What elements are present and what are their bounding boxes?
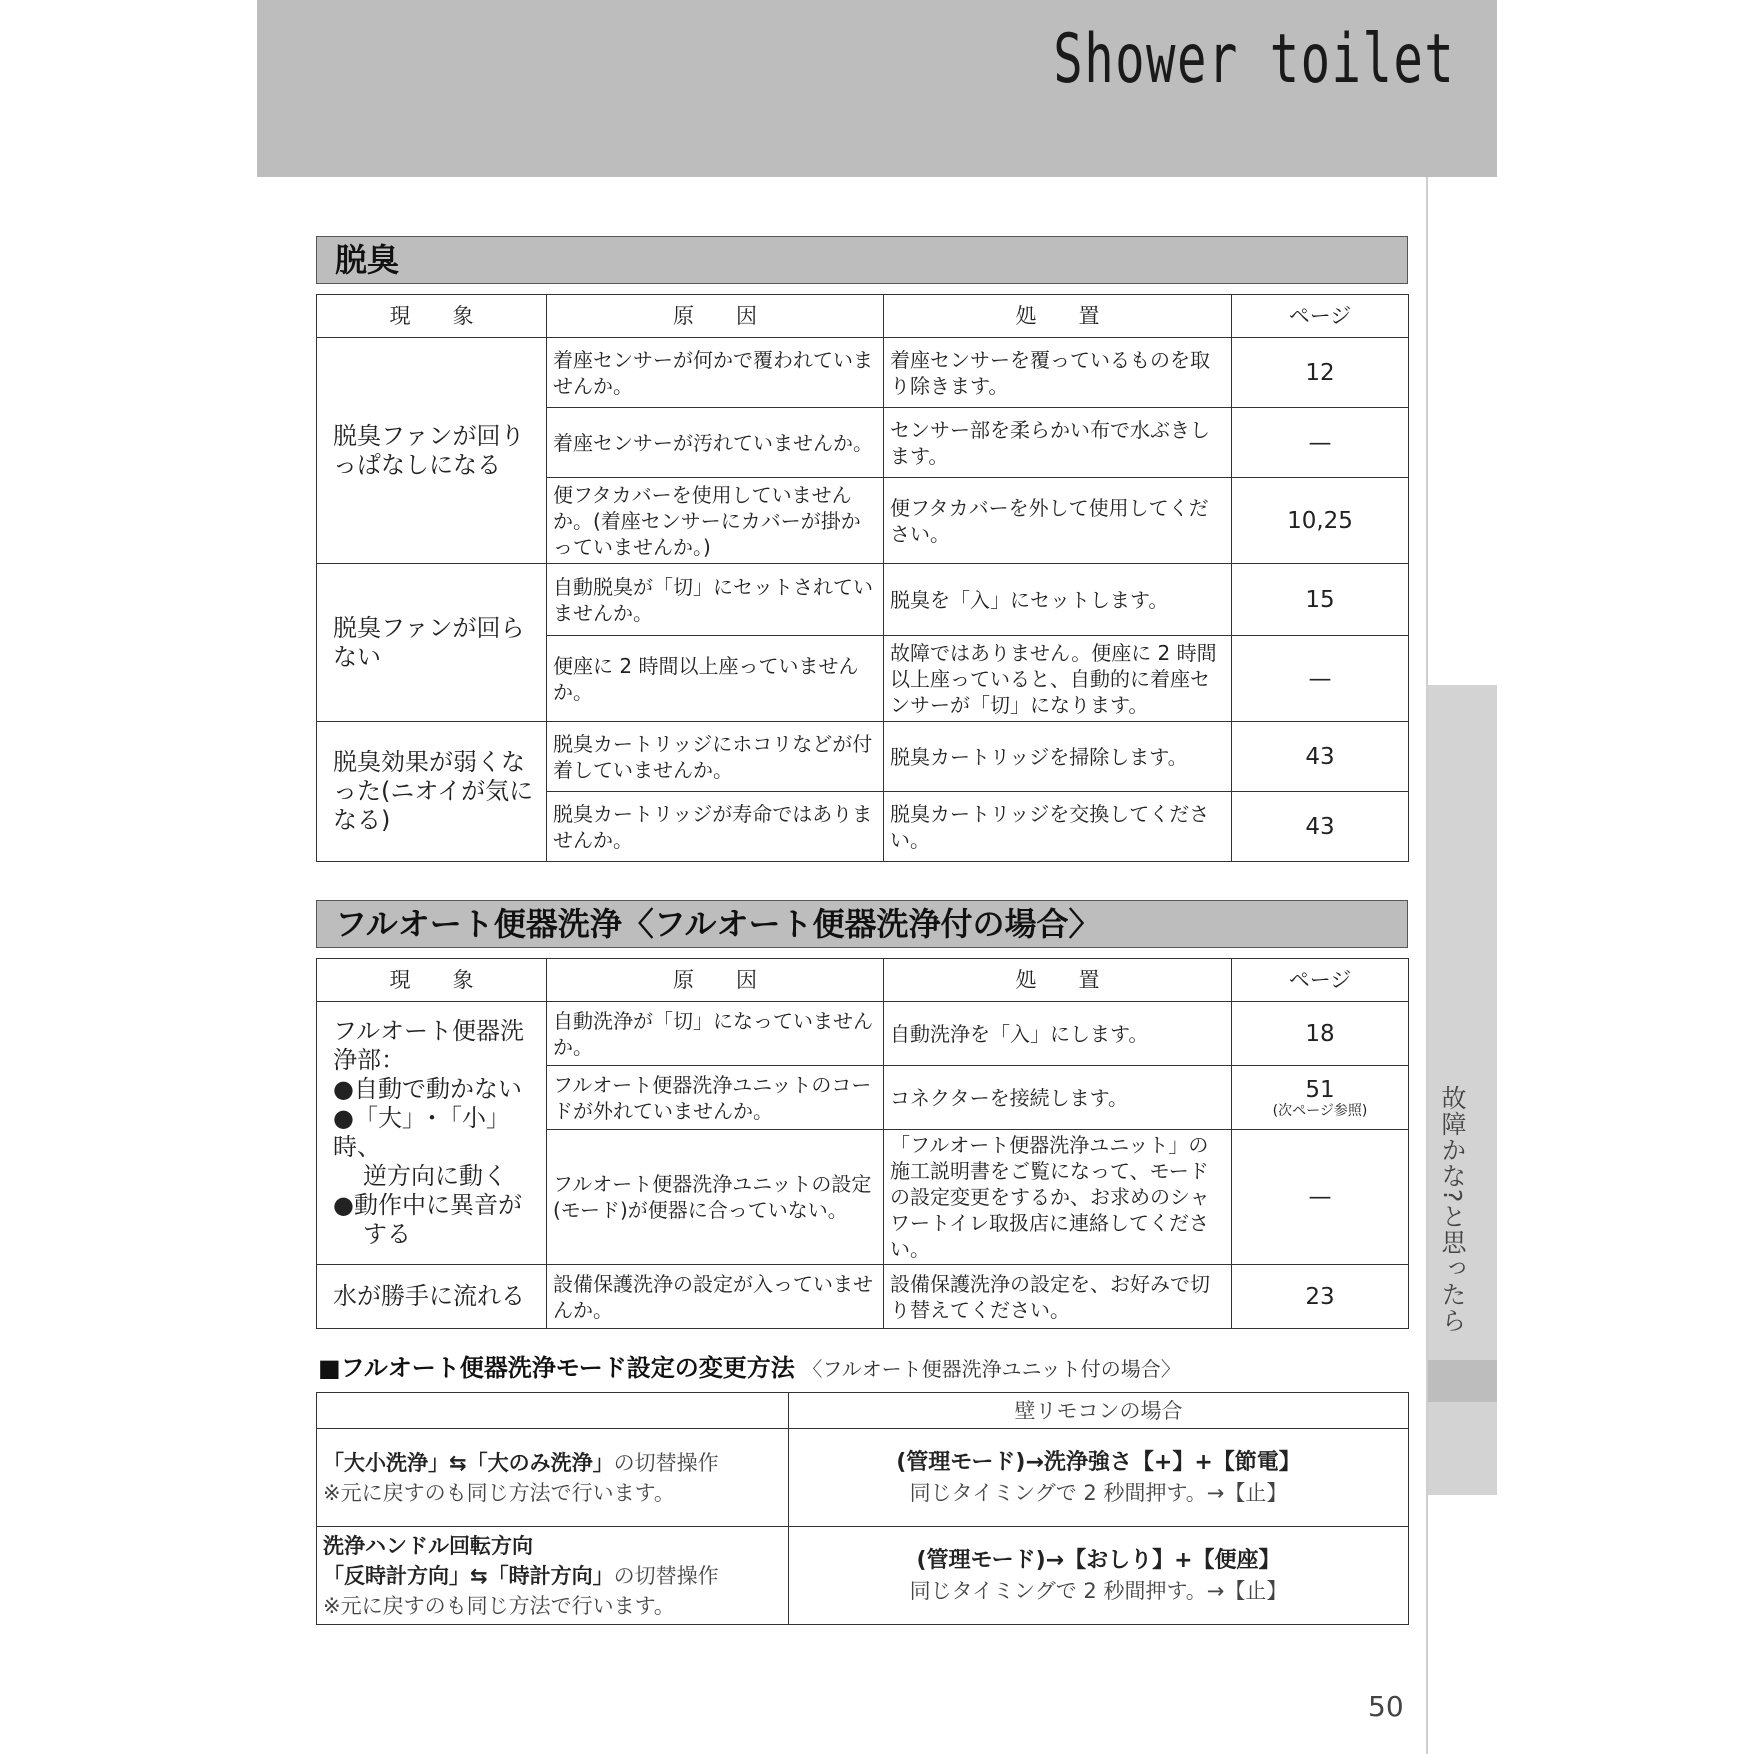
action-cell: 着座センサーを覆っているものを取り除きます。 [884,338,1232,408]
bullet-item: ●自動で動かない [333,1075,522,1103]
cause-cell: 自動洗浄が「切」になっていませんか。 [547,1002,884,1066]
mode-change-title: ■フルオート便器洗浄モード設定の変更方法 [318,1354,795,1382]
column-header: 現 象 [317,959,547,1002]
table-row [317,1527,1409,1625]
switch-label: 「反時計方向」⇆「時計方向」 [323,1563,614,1588]
column-header: 処 置 [884,295,1232,338]
column-header: ページ [1232,959,1409,1002]
page-cell: 43 [1232,792,1409,862]
section-title-auto-flush: フルオート便器洗浄〈フルオート便器洗浄付の場合〉 [316,900,1408,948]
remote-operation [789,1429,1409,1527]
column-header: ページ [1232,295,1409,338]
table-row [317,722,1409,792]
operation-steps: (管理モード)→洗浄強さ【+】+【節電】 [896,1450,1301,1475]
table-row [317,338,1409,408]
page-cell: 23 [1232,1265,1409,1329]
mode-change-table [316,1392,1409,1625]
bullet-item: 逆方向に動く [363,1162,507,1190]
note-text: ※元に戻すのも同じ方法で行います。 [323,1593,675,1618]
table-row [317,1002,1409,1066]
table-row [317,564,1409,636]
page-cell: 18 [1232,1002,1409,1066]
empty-header-cell [317,1393,789,1429]
bullet-item: ●「大」･「小」時、 [333,1104,510,1161]
auto-flush-table [316,958,1409,1329]
table-header-row [317,1393,1409,1429]
column-header: 原 因 [547,295,884,338]
cause-cell: 着座センサーが何かで覆われていませんか。 [547,338,884,408]
operation-timing: 同じタイミングで 2 秒間押す。→【止】 [909,1579,1288,1603]
operation-steps: (管理モード)→【おしり】+【便座】 [916,1548,1281,1573]
page-cell: — [1232,636,1409,722]
switch-label: 「大小洗浄」⇆「大のみ洗浄」 [323,1450,614,1475]
mode-change-heading [318,1348,1181,1383]
cause-cell: フルオート便器洗浄ユニットの設定(モード)が便器に合っていない。 [547,1130,884,1265]
operation-description [317,1527,789,1625]
page-cell [1232,1066,1409,1130]
table-header-row [317,295,1409,338]
column-header: 原 因 [547,959,884,1002]
cause-cell: 脱臭カートリッジにホコリなどが付着していませんか。 [547,722,884,792]
mode-change-note: 〈フルオート便器洗浄ユニット付の場合〉 [802,1357,1181,1381]
action-cell: 故障ではありません。便座に 2 時間以上座っていると、自動的に着座センサーが「切」になります。 [884,636,1232,722]
action-cell: 自動洗浄を「入」にします。 [884,1002,1232,1066]
deodorize-table [316,294,1409,862]
section-title-deodorize: 脱臭 [316,236,1408,284]
header-band [257,0,1497,177]
page-number: 50 [1368,1690,1404,1723]
phenomenon-cell [317,1002,547,1265]
cause-cell: 着座センサーが汚れていませんか。 [547,408,884,478]
action-cell: 「フルオート便器洗浄ユニット」の施工説明書をご覧になって、モードの設定変更をするか、お求めのシャワートイレ取扱店に連絡してください。 [884,1130,1232,1265]
column-header: 処 置 [884,959,1232,1002]
action-cell: 脱臭を「入」にセットします。 [884,564,1232,636]
cause-cell: 設備保護洗浄の設定が入っていませんか。 [547,1265,884,1329]
cause-cell: 便フタカバーを使用していませんか。(着座センサーにカバーが掛かっていませんか。) [547,478,884,564]
phenomenon-cell: 脱臭効果が弱くなった(ニオイが気になる) [317,722,547,862]
page-cell: — [1232,408,1409,478]
table-header-row [317,959,1409,1002]
page-cell: 12 [1232,338,1409,408]
switch-label-suffix: の切替操作 [613,1563,719,1588]
page-number-value: 51 [1305,1076,1335,1103]
cause-cell: フルオート便器洗浄ユニットのコードが外れていませんか。 [547,1066,884,1130]
action-cell: 設備保護洗浄の設定を、お好みで切り替えてください。 [884,1265,1232,1329]
action-cell: 脱臭カートリッジを交換してください。 [884,792,1232,862]
operation-timing: 同じタイミングで 2 秒間押す。→【止】 [909,1481,1288,1505]
action-cell: 脱臭カートリッジを掃除します。 [884,722,1232,792]
bullet-item: ●動作中に異音が [333,1191,522,1219]
brand-logo: Shower toilet [1053,20,1455,99]
page-cell: 10,25 [1232,478,1409,564]
page-cell: 43 [1232,722,1409,792]
phenomenon-cell: 脱臭ファンが回らない [317,564,547,722]
side-tab-marker [1428,1360,1497,1402]
table-row [317,1265,1409,1329]
page-cell: 15 [1232,564,1409,636]
phenomenon-cell: 水が勝手に流れる [317,1265,547,1329]
page-note: (次ページ参照) [1272,1102,1368,1119]
action-cell: 便フタカバーを外して使用してください。 [884,478,1232,564]
phenomenon-cell: 脱臭ファンが回りっぱなしになる [317,338,547,564]
switch-title: 洗浄ハンドル回転方向 [323,1533,533,1558]
side-tab-label: 故障かな?と思ったら [1438,1085,1467,1334]
note-text: ※元に戻すのも同じ方法で行います。 [323,1480,675,1505]
bullet-item: する [363,1220,411,1248]
cause-cell: 自動脱臭が「切」にセットされていませんか。 [547,564,884,636]
action-cell: コネクターを接続します。 [884,1066,1232,1130]
page-cell: — [1232,1130,1409,1265]
cause-cell: 便座に 2 時間以上座っていませんか。 [547,636,884,722]
table-row [317,1429,1409,1527]
cause-cell: 脱臭カートリッジが寿命ではありませんか。 [547,792,884,862]
phenomenon-title: フルオート便器洗浄部： [333,1017,525,1074]
column-header: 壁リモコンの場合 [789,1393,1409,1429]
switch-label-suffix: の切替操作 [613,1450,719,1475]
column-header: 現 象 [317,295,547,338]
operation-description [317,1429,789,1527]
action-cell: センサー部を柔らかい布で水ぶきします。 [884,408,1232,478]
remote-operation [789,1527,1409,1625]
